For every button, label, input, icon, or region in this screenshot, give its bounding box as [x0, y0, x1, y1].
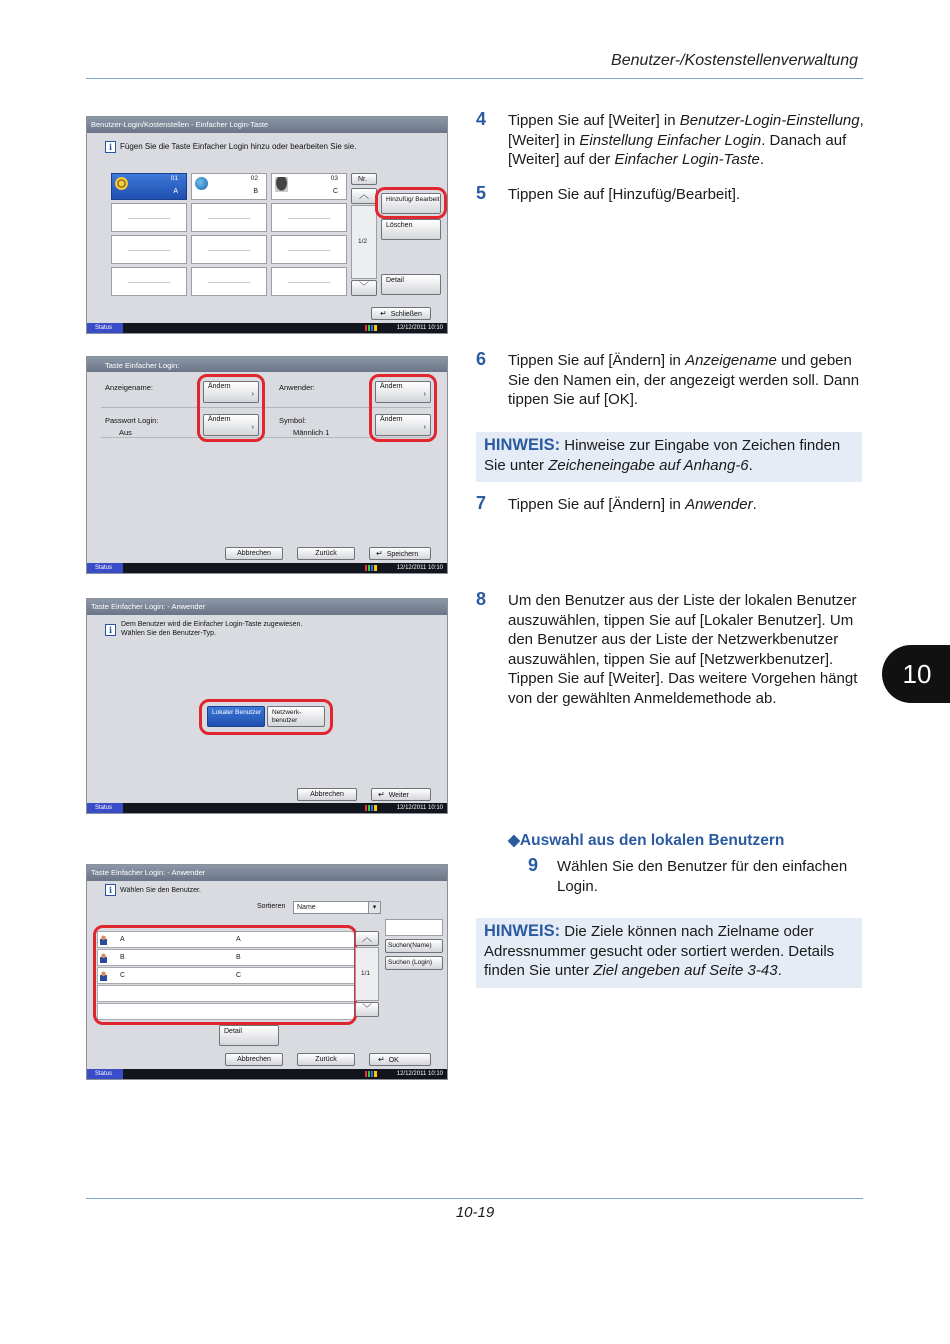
chevron-down-icon: ▾ [368, 902, 380, 913]
section-heading: ◆Auswahl aus den lokalen Benutzern [508, 832, 785, 849]
login-key-02[interactable]: 02 B [191, 173, 267, 200]
empty-key[interactable] [191, 267, 267, 296]
empty-key[interactable] [191, 235, 267, 264]
sort-label: Sortieren [257, 903, 286, 910]
toner-level-icon [365, 325, 377, 331]
screen-message: i Fügen Sie die Taste Einfacher Login hinzu oder bearbeiten Sie sie. [105, 141, 356, 153]
step-8-text: Um den Benutzer aus der Liste der lokalen Benutzer auszuwählen, tippen Sie auf [Lokaler Benutzer]. Um den Benutzer aus der Liste der Netzwerkbenutzer auszuwählen, tippen Sie auf [Netzwerkbenutzer]. Tippen Sie auf [Weiter]. Das weitere Vorgehen hängt von der gewählten Anmeldemethode ab. [508, 592, 858, 707]
local-user-button[interactable]: Lokaler Benutzer [207, 706, 265, 727]
status-datetime: 12/12/2011 10:10 [396, 1071, 443, 1077]
change-symbol-button[interactable]: Ändern › [375, 414, 431, 436]
running-header: Benutzer-/Kostenstellenverwaltung [611, 52, 858, 69]
footer-rule [86, 1198, 863, 1199]
ok-button[interactable]: ↵ OK [369, 1053, 431, 1066]
highlight-ring [199, 699, 333, 735]
status-bar [87, 323, 447, 333]
back-button[interactable]: Zurück [297, 1053, 355, 1066]
empty-key[interactable] [111, 203, 187, 232]
step-number: 4 [476, 109, 487, 129]
empty-key[interactable] [111, 235, 187, 264]
highlight-ring [375, 187, 447, 219]
detail-button[interactable]: Detail [381, 274, 441, 295]
header-rule [86, 78, 863, 79]
screen-title: Taste Einfacher Login: [105, 361, 180, 370]
step-number: 7 [476, 493, 487, 513]
sort-select[interactable]: Name ▾ [293, 901, 381, 914]
step-4-text: Tippen Sie auf [Weiter] in Benutzer-Login-Einstellung, [Weiter] in Einstellung Einfacher Login. Danach auf [Weiter] auf der Einfacher Login-Taste. [508, 112, 864, 168]
hint-box: HINWEIS: Die Ziele können nach Zielname oder Adressnummer gesucht oder sortiert werden. Details finden Sie unter Ziel angeben auf Seite 3-43. [476, 918, 862, 988]
user-label: Anwender: [279, 383, 315, 392]
status-datetime: 12/12/2011 10:10 [396, 565, 443, 571]
add-edit-button[interactable]: Hinzufüg/ Bearbeit [381, 193, 441, 214]
screenshot-user-type [86, 598, 448, 814]
screen-title: Benutzer-Login/Kostenstellen - Einfacher Login-Taste [87, 117, 447, 133]
info-icon: i [105, 621, 120, 639]
detail-button[interactable]: Detail [219, 1025, 279, 1046]
status-label[interactable]: Status [87, 1069, 123, 1079]
delete-button[interactable]: Löschen [381, 219, 441, 240]
empty-key[interactable] [271, 235, 347, 264]
step-number: 6 [476, 349, 487, 369]
list-item-user-b[interactable]: B B [97, 949, 355, 966]
status-label[interactable]: Status [87, 803, 123, 813]
save-button[interactable]: ↵ Speichern [369, 547, 431, 560]
status-bar [87, 803, 447, 813]
change-display-name-button[interactable]: Ändern › [203, 381, 259, 403]
search-input[interactable] [385, 919, 443, 936]
password-login-label: Passwort Login: [105, 416, 159, 425]
status-datetime: 12/12/2011 10:10 [396, 805, 443, 811]
highlight-ring [93, 925, 357, 1025]
status-bar [87, 1069, 447, 1079]
scroll-down-button[interactable]: ﹀ [355, 1002, 379, 1017]
scroll-up-button[interactable]: ︿ [351, 188, 377, 204]
toner-level-icon [365, 565, 377, 571]
empty-key[interactable] [271, 267, 347, 296]
highlight-ring [197, 374, 265, 442]
step-number: 9 [528, 855, 539, 875]
screenshot-simple-login-keys [86, 116, 448, 334]
status-bar [87, 563, 447, 573]
status-label[interactable]: Status [87, 563, 123, 573]
chapter-tab: 10 [882, 645, 950, 703]
back-button[interactable]: Zurück [297, 547, 355, 560]
sort-number-button[interactable]: Nr. [351, 173, 377, 185]
network-user-button[interactable]: Netzwerk- benutzer [267, 706, 325, 727]
toner-level-icon [365, 805, 377, 811]
hint-box: HINWEIS: Hinweise zur Eingabe von Zeichen finden Sie unter Zeicheneingabe auf Anhang-6. [476, 432, 862, 482]
screen-title: Taste Einfacher Login: - Anwender [87, 599, 447, 615]
page-indicator: 1/1 [361, 970, 371, 977]
status-label[interactable]: Status [87, 323, 123, 333]
page-indicator: 1/2 [358, 238, 368, 245]
highlight-ring [369, 374, 437, 442]
close-button[interactable]: ↵ Schließen [371, 307, 431, 320]
page-number: 10-19 [455, 1204, 495, 1221]
screenshot-select-user [86, 864, 448, 1080]
screen-message: i Wählen Sie den Benutzer. [105, 884, 201, 896]
step-9-text: Wählen Sie den Benutzer für den einfachen Login. [557, 858, 848, 895]
sunflower-icon [115, 177, 128, 190]
symbol-label: Symbol: [279, 416, 307, 425]
cancel-button[interactable]: Abbrechen [297, 788, 357, 801]
change-password-login-button[interactable]: Ändern › [203, 414, 259, 436]
login-key-01[interactable]: 01 A [111, 173, 187, 200]
change-user-button[interactable]: Ändern › [375, 381, 431, 403]
portrait-icon [275, 177, 288, 192]
display-name-label: Anzeigename: [105, 383, 153, 392]
empty-key[interactable] [111, 267, 187, 296]
toner-level-icon [365, 1071, 377, 1077]
step-number: 5 [476, 183, 487, 203]
step-7-text: Tippen Sie auf [Ändern] in Anwender. [508, 496, 757, 513]
symbol-value: Männlich 1 [293, 428, 330, 437]
cancel-button[interactable]: Abbrechen [225, 547, 283, 560]
next-button[interactable]: ↵ Weiter [371, 788, 431, 801]
list-item-user-a[interactable]: A A [97, 931, 355, 948]
empty-key[interactable] [271, 203, 347, 232]
scroll-up-button[interactable]: ︿ [355, 931, 379, 946]
step-6-text: Tippen Sie auf [Ändern] in Anzeigename und geben Sie den Namen ein, der angezeigt werden soll. Dann tippen Sie auf [OK]. [508, 352, 860, 408]
screenshot-simple-login-edit [86, 356, 448, 574]
info-icon: i [105, 141, 116, 153]
screen-title: Taste Einfacher Login: - Anwender [87, 865, 447, 881]
status-datetime: 12/12/2011 10:10 [396, 325, 443, 331]
diamond-icon: ◆ [508, 832, 520, 849]
empty-key[interactable] [191, 203, 267, 232]
search-name-button[interactable]: Suchen(Name) [385, 939, 443, 953]
list-item-user-c[interactable]: C C [97, 967, 355, 984]
info-icon: i [105, 884, 116, 896]
search-login-button[interactable]: Suchen (Login) [385, 956, 443, 970]
scroll-down-button[interactable]: ﹀ [351, 280, 377, 296]
scroll-track[interactable] [355, 947, 379, 1001]
password-login-value: Aus [119, 428, 132, 437]
globe-icon [195, 177, 208, 190]
scroll-track[interactable] [351, 205, 377, 279]
step-number: 8 [476, 589, 487, 609]
screen-message: Dem Benutzer wird die Einfacher Login-Taste zugewiesen. Wählen Sie den Benutzer-Typ. [121, 621, 303, 637]
step-5-text: Tippen Sie auf [Hinzufüg/Bearbeit]. [508, 186, 741, 203]
login-key-03[interactable]: 03 C [271, 173, 347, 200]
cancel-button[interactable]: Abbrechen [225, 1053, 283, 1066]
